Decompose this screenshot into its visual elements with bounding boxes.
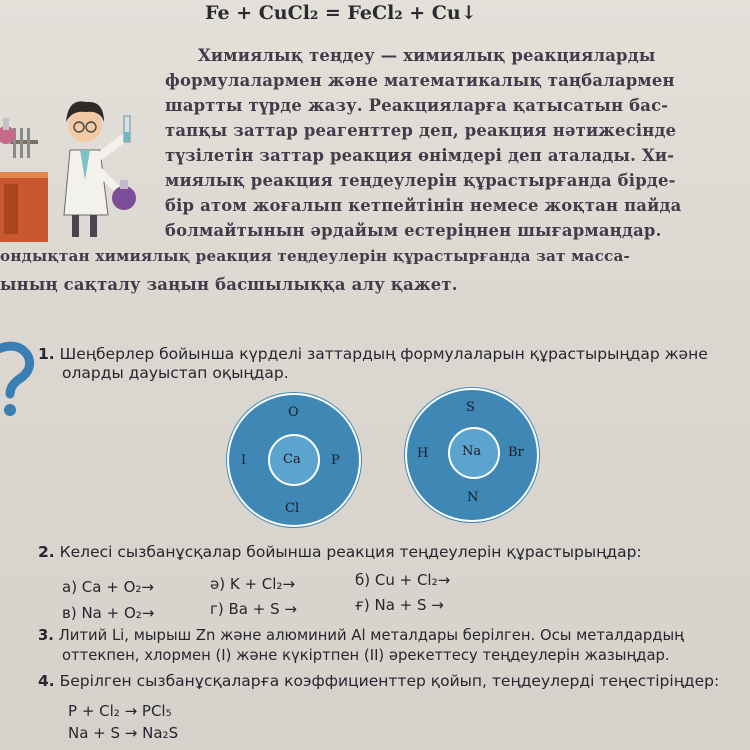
task1-number: 1. — [38, 345, 55, 363]
reaction-item: в) Na + O₂→ — [62, 604, 155, 622]
reaction-item: а) Ca + O₂→ — [62, 578, 154, 596]
reaction-item: г) Ba + S → — [210, 600, 297, 618]
center-element: Ca — [283, 452, 301, 467]
paragraph-line: тапқы заттар реагенттер деп, реакция нәтижесінде — [165, 121, 677, 140]
task3-line1 — [38, 627, 684, 644]
element-top: O — [288, 405, 299, 420]
task1-line2: оларды дауыстап оқыңдар. — [62, 364, 289, 382]
task4-number: 4. — [38, 672, 55, 690]
element-bottom: N — [467, 490, 479, 505]
reaction-item: ғ) Na + S → — [355, 596, 444, 614]
paragraph-line: шартты түрде жазу. Реакцияларға қатысатын бас- — [165, 96, 669, 115]
balance-item: Na + S → Na₂S — [68, 724, 179, 742]
top-equation: Fe + CuCl₂ = FeCl₂ + Cu↓ — [205, 2, 477, 24]
task3-line2: оттекпен, хлормен (I) және күкіртпен (II) әрекеттесу теңдеулерін жазыңдар. — [62, 647, 670, 664]
task3-text: Литий Li, мырыш Zn және алюминий Al металдары берілген. Осы металдардың — [58, 627, 684, 644]
element-left: I — [241, 453, 247, 468]
element-right: Br — [508, 445, 524, 460]
paragraph-line: ының сақталу заңын басшылыққа алу қажет. — [0, 275, 458, 294]
reaction-item: ә) K + Cl₂→ — [210, 575, 296, 593]
element-top: S — [466, 400, 475, 415]
paragraph-line: болмайтынын әрдайым естеріңнен шығармаңдар. — [165, 221, 662, 240]
question-mark-icon — [0, 340, 36, 420]
task4-text: Берілген сызбанұсқаларға коэффициенттер қойып, теңдеулерді теңестіріңдер: — [59, 672, 720, 690]
scientist-illustration — [0, 80, 150, 245]
paragraph-line: түзілетін заттар реакция өнімдері деп аталады. Хи- — [165, 146, 675, 165]
paragraph-line: формулалармен және математикалық таңбалармен — [165, 71, 675, 90]
circle-diagram-na — [405, 388, 539, 522]
element-right: P — [331, 453, 340, 468]
element-bottom: Cl — [285, 501, 300, 516]
circle-diagram-ca — [227, 393, 361, 527]
paragraph-line: Химиялық теңдеу — химиялық реакцияларды — [198, 46, 656, 65]
task1-text: Шеңберлер бойынша күрделі заттардың формулаларын құрастырыңдар және — [59, 345, 708, 363]
task2-number: 2. — [38, 543, 55, 561]
task4-heading — [38, 672, 719, 690]
paragraph-line: миялық реакция теңдеулерін құрастырғанда бірде- — [165, 171, 676, 190]
element-left: H — [417, 446, 429, 461]
balance-item: P + Cl₂ → PCl₅ — [68, 702, 172, 720]
task1-line1 — [38, 345, 708, 363]
task2-heading — [38, 543, 642, 561]
task3-number: 3. — [38, 627, 54, 644]
center-element: Na — [462, 444, 482, 459]
reaction-item: б) Cu + Cl₂→ — [355, 571, 451, 589]
paragraph-line: ондықтан химиялық реакция теңдеулерін құрастырғанда зат масса- — [0, 247, 631, 265]
task2-text: Келесі сызбанұсқалар бойынша реакция теңдеулерін құрастырыңдар: — [59, 543, 642, 561]
paragraph-line: бір атом жоғалып кетпейтінін немесе жоқтан пайда — [165, 196, 682, 215]
